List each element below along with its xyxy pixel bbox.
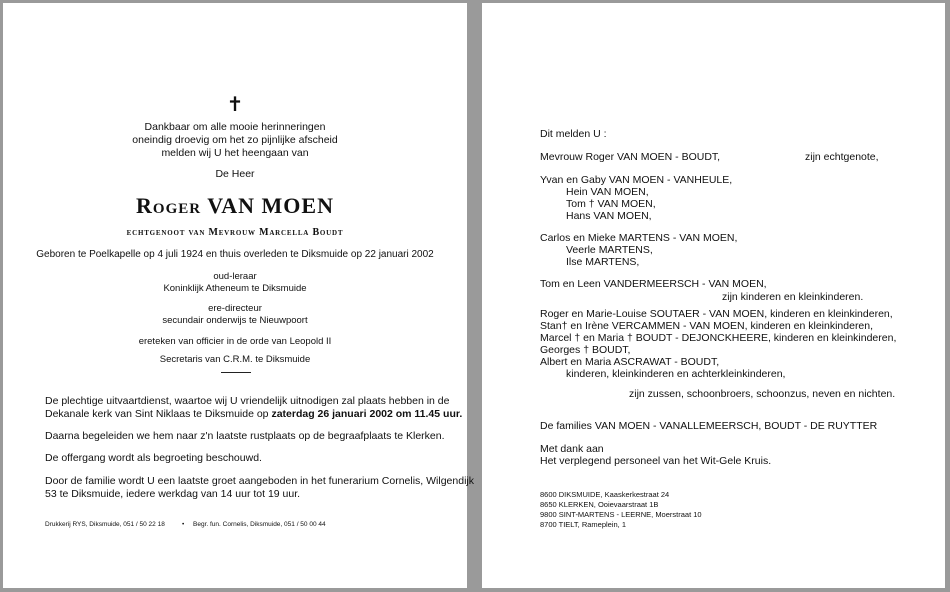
divider <box>221 372 251 373</box>
cross-icon: ✝ <box>226 94 244 116</box>
address-line: 8600 DIKSMUIDE, Kaaskerkestraat 24 <box>540 490 670 499</box>
thanks-line: Het verplegend personeel van het Wit-Gele Kruis. <box>540 455 772 467</box>
bullet-icon: • <box>182 521 185 528</box>
family-line: Veerle MARTENS, <box>566 244 653 256</box>
relation-label: zijn echtgenote, <box>805 151 879 163</box>
deceased-name <box>3 193 467 219</box>
spouse-line: echtgenoot van Mevrouw Marcella Boudt <box>126 227 344 238</box>
first-name: Roger <box>136 193 202 218</box>
offering-line: De offergang wordt als begroeting beschouwd. <box>45 452 262 464</box>
family-line: Yvan en Gaby VAN MOEN - VANHEULE, <box>540 174 733 186</box>
farewell-line: 53 te Diksmuide, iedere werkdag van 14 uur tot 19 uur. <box>45 488 301 500</box>
right-page <box>482 3 945 588</box>
intro-line: Dankbaar om alle mooie herinneringen <box>144 121 326 133</box>
family-line: Hans VAN MOEN, <box>566 210 652 222</box>
announce-header: Dit melden U : <box>540 128 607 140</box>
thanks-line: Met dank aan <box>540 443 604 455</box>
church-text: Dekanale kerk van Sint Niklaas te Diksmuide op <box>45 408 272 420</box>
service-date: zaterdag 26 januari 2002 om 11.45 uur. <box>271 408 463 420</box>
left-page <box>3 3 474 588</box>
role-detail: Koninklijk Atheneum te Diksmuide <box>163 283 307 294</box>
honorific: De Heer <box>215 168 255 180</box>
address-line: 9800 SINT-MARTENS - LEERNE, Moerstraat 10 <box>540 510 702 519</box>
family-line: Marcel † en Maria † BOUDT - DEJONCKHEERE, kinderen en kleinkinderen, <box>540 332 897 344</box>
family-line: kinderen, kleinkinderen en achterkleinkinderen, <box>566 368 786 380</box>
family-line: Tom † VAN MOEN, <box>566 198 656 210</box>
intro-line: oneindig droevig om het zo pijnlijke afscheid <box>132 134 338 146</box>
farewell-line: Door de familie wordt U een laatste groet aangeboden in het funerarium Cornelis, Wilgendijk <box>45 475 474 487</box>
printer-credit: Drukkerij RYS, Diksmuide, 051 / 50 22 18 <box>45 521 165 528</box>
family-line: Carlos en Mieke MARTENS - VAN MOEN, <box>540 232 738 244</box>
family-line: Albert en Maria ASCRAWAT - BOUDT, <box>540 356 720 368</box>
families-line: De families VAN MOEN - VANALLEMEERSCH, BOUDT - DE RUYTTER <box>540 420 878 432</box>
role-title: oud-leraar <box>213 271 257 282</box>
relation-label: zijn kinderen en kleinkinderen. <box>722 291 864 303</box>
family-line: Hein VAN MOEN, <box>566 186 649 198</box>
address-line: 8700 TIELT, Rameplein, 1 <box>540 520 627 529</box>
family-line: Georges † BOUDT, <box>540 344 631 356</box>
relation-label: zijn zussen, schoonbroers, schoonzus, neven en nichten. <box>629 388 896 400</box>
address-line: 8650 KLERKEN, Ooievaarstraat 1B <box>540 500 659 509</box>
family-line: Tom en Leen VANDERMEERSCH - VAN MOEN, <box>540 278 767 290</box>
undertaker-credit: Begr. fun. Cornelis, Diksmuide, 051 / 50 00 44 <box>193 521 326 528</box>
family-line: Ilse MARTENS, <box>566 256 640 268</box>
family-line: Stan† en Irène VERCAMMEN - VAN MOEN, kinderen en kleinkinderen, <box>540 320 874 332</box>
last-name: VAN MOEN <box>207 193 334 218</box>
service-line: De plechtige uitvaartdienst, waartoe wij U vriendelijk uitnodigen zal plaats hebben in de <box>45 395 450 407</box>
burial-line: Daarna begeleiden we hem naar z'n laatste rustplaats op de begraafplaats te Klerken. <box>45 430 445 442</box>
family-line: Mevrouw Roger VAN MOEN - BOUDT, <box>540 151 721 163</box>
role-detail: secundair onderwijs te Nieuwpoort <box>162 315 308 326</box>
honor-line: ereteken van officier in de orde van Leopold II <box>138 336 332 347</box>
born-line: Geboren te Poelkapelle op 4 juli 1924 en thuis overleden te Diksmuide op 22 januari 2002 <box>36 249 434 260</box>
family-line: Roger en Marie-Louise SOUTAER - VAN MOEN, kinderen en kleinkinderen, <box>540 308 893 320</box>
service-line <box>45 408 462 420</box>
secretary-line: Secretaris van C.R.M. te Diksmuide <box>159 354 311 365</box>
intro-line: melden wij U het heengaan van <box>161 147 309 159</box>
role-title: ere-directeur <box>208 303 262 314</box>
